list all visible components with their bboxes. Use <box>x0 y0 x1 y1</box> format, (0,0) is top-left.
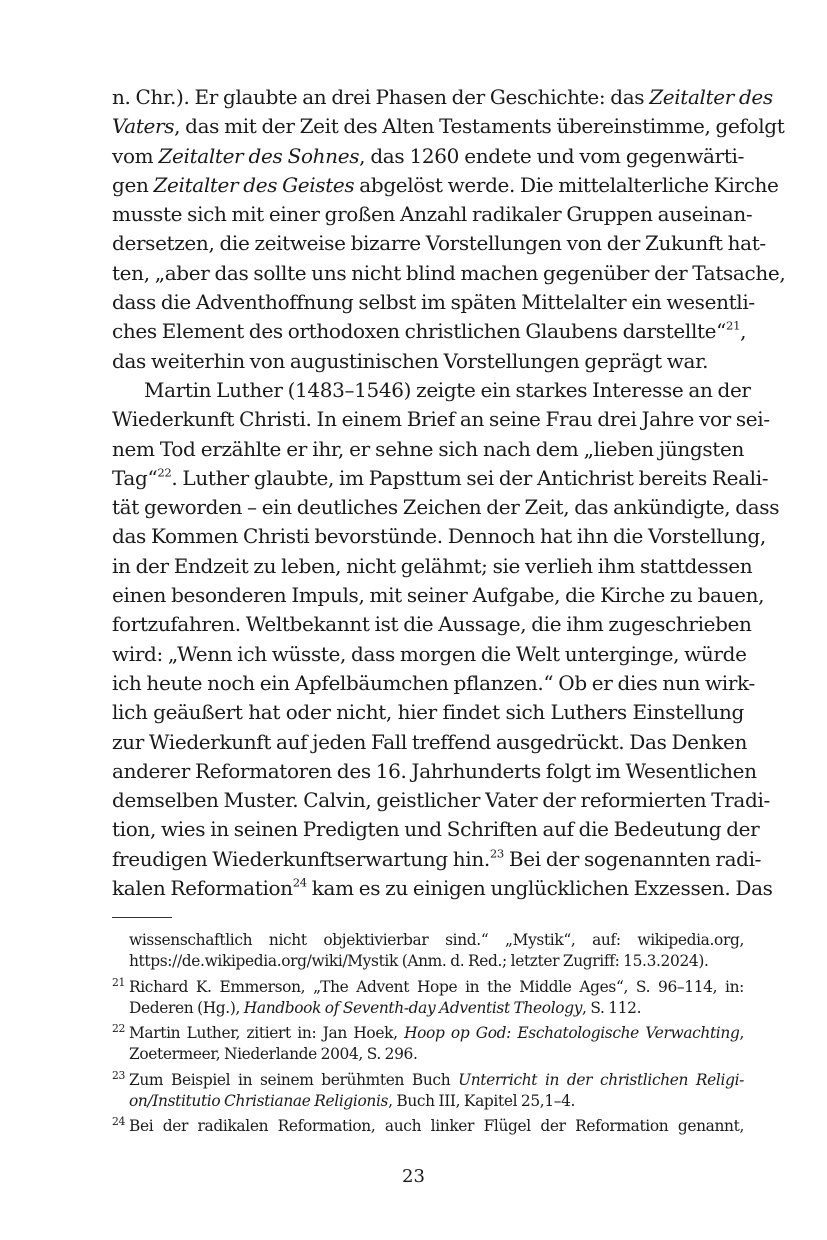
text-line <box>112 493 780 522</box>
text-run: kalen Reformation <box>112 876 293 901</box>
italic-run: Handbook of Seventh-day Adventist Theology <box>243 998 583 1017</box>
text-line <box>112 815 760 844</box>
footnote <box>112 930 744 973</box>
text-line <box>112 728 747 757</box>
text-run: abgelöst werde. Die mittelalterliche Kirche <box>354 172 779 197</box>
text-line <box>112 288 755 317</box>
text-run: Richard K. Emmerson, „The Advent Hope in the Middle Ages“, S. 96–114, in: <box>129 977 744 996</box>
footnote-separator <box>112 917 172 918</box>
footnote-number-text: 21 <box>112 975 125 989</box>
text-line <box>112 229 766 258</box>
footnote-reference: 24 <box>292 875 307 890</box>
text-run: Martin Luther (1483–1546) zeigte ein starkes Interesse an der <box>144 377 751 402</box>
text-line <box>112 200 753 229</box>
italic-run: Vaters <box>112 114 175 139</box>
text-line <box>112 552 753 581</box>
footnote-line <box>129 998 744 1019</box>
text-line <box>112 405 770 434</box>
text-run: Bei der sogenannten radi- <box>503 846 762 871</box>
footnote-line <box>112 975 744 998</box>
text-line <box>112 610 752 639</box>
text-line <box>112 640 747 669</box>
text-run: n. Chr.). Er glaubte an drei Phasen der Geschichte: das <box>112 85 650 109</box>
footnote-line <box>129 1044 744 1065</box>
text-run: , das mit der Zeit des Alten Testaments übereinstimme, gefolgt <box>174 114 785 139</box>
text-run: kam es zu einigen unglücklichen Exzessen. Das <box>306 876 773 901</box>
text-line <box>112 845 762 874</box>
footnote-number <box>112 1116 129 1137</box>
text-run: freudigen Wiederkunftserwartung hin. <box>112 846 490 871</box>
text-run: das weiterhin von augustinischen Vorstellungen geprägt war. <box>112 348 709 373</box>
text-line <box>112 317 747 346</box>
footnotes <box>112 930 744 1138</box>
text-line <box>112 874 773 903</box>
text-run: ches Element des orthodoxen christlichen Glaubens darstellte“ <box>112 319 727 344</box>
footnote-reference: 23 <box>489 846 504 861</box>
text-run: in der Endzeit zu leben, nicht gelähmt; sie verlieh ihm stattdessen <box>112 553 753 578</box>
footnote-reference: 21 <box>726 319 741 334</box>
text-run: , <box>740 319 747 344</box>
italic-run: Hoop op God: Eschatologische Verwachting <box>404 1024 740 1043</box>
text-run: lich geäußert hat oder nicht, hier findet sich Luthers Einstellung <box>112 700 744 725</box>
text-line <box>112 698 744 727</box>
footnote-line <box>129 951 744 972</box>
text-line <box>112 376 751 405</box>
text-line <box>112 581 765 610</box>
text-run: , Buch III, Kapitel 25,1–4. <box>388 1092 576 1111</box>
text-run: ten, „aber das sollte uns nicht blind machen gegenüber der Tatsache, <box>112 260 786 285</box>
text-run: tion, wies in seinen Predigten und Schriften auf die Bedeutung der <box>112 817 760 842</box>
text-run: zur Wiederkunft auf jeden Fall treffend ausgedrückt. Das Denken <box>112 729 747 754</box>
footnote-reference: 22 <box>157 465 172 480</box>
text-line <box>112 171 779 200</box>
footnote-line <box>112 1022 744 1044</box>
page-number: 23 <box>402 1166 425 1187</box>
text-line <box>112 464 769 493</box>
text-line <box>112 142 744 171</box>
text-run: Tag“ <box>112 465 158 490</box>
text-run: musste sich mit einer großen Anzahl radikaler Gruppen auseinan- <box>112 202 753 227</box>
text-line <box>112 669 755 698</box>
text-run: dass die Adventhoffnung selbst im späten Mittelalter ein wesentli- <box>112 290 755 315</box>
text-run: , das 1260 endete und vom gegenwärti- <box>359 143 744 168</box>
italic-run: Zeitalter des Sohnes <box>158 143 360 168</box>
italic-run: Zeitalter des Geistes <box>153 172 355 197</box>
text-line <box>112 347 744 376</box>
text-line <box>112 112 785 141</box>
text-run: wird: „Wenn ich wüsste, dass morgen die Welt unterginge, würde <box>112 641 747 666</box>
footnote-number-text: 24 <box>112 1115 125 1129</box>
text-run: vom <box>112 143 159 168</box>
italic-run: Unterricht in der christlichen Religi- <box>458 1070 744 1089</box>
italic-run: on/Institutio Christianae Religionis <box>129 1092 389 1111</box>
footnote <box>112 1070 744 1113</box>
text-run: dersetzen, die zeitweise bizarre Vorstellungen von der Zukunft hat- <box>112 231 766 256</box>
text-run: tät geworden – ein deutliches Zeichen der Zeit, das ankündigte, dass <box>112 495 780 520</box>
text-line <box>112 259 786 288</box>
text-run: . Luther glaubte, im Papsttum sei der Antichrist bereits Reali- <box>171 465 769 490</box>
text-run: Zoetermeer, Niederlande 2004, S. 296. <box>129 1045 418 1064</box>
footnote-line <box>129 1091 744 1112</box>
text-run: demselben Muster. Calvin, geistlicher Vater der reformierten Tradi- <box>112 788 770 813</box>
footnote-number-text: 22 <box>112 1022 125 1036</box>
text-run: Dederen (Hg.), <box>129 998 244 1017</box>
footnote-number <box>112 1070 129 1091</box>
footnote-number <box>112 977 129 998</box>
text-run: anderer Reformatoren des 16. Jahrhunderts folgt im Wesentlichen <box>112 758 757 783</box>
text-run: Bei der radikalen Reformation, auch linker Flügel der Reformation genannt, <box>129 1117 744 1136</box>
text-line <box>112 435 744 464</box>
footnote-line <box>112 1068 744 1091</box>
text-run: fortzufahren. Weltbekannt ist die Aussage, die ihm zugeschrieben <box>112 612 752 637</box>
text-line <box>112 522 766 551</box>
footnote-line <box>129 930 744 951</box>
text-run: ich heute noch ein Apfelbäumchen pflanzen.“ Ob er dies nun wirk- <box>112 670 755 695</box>
text-run: nem Tod erzählte er ihr, er sehne sich nach dem „lieben jüngsten <box>112 436 744 461</box>
text-run: https://de.wikipedia.org/wiki/Mystik (Anm. d. Red.; letzter Zugriff: 15.3.2024). <box>129 952 709 971</box>
text-run: , <box>739 1024 744 1043</box>
text-run: wissenschaftlich nicht objektivierbar sind.“ „Mystik“, auf: wikipedia.org, <box>129 931 744 949</box>
footnote <box>112 977 744 1020</box>
text-run: einen besonderen Impuls, mit seiner Aufgabe, die Kirche zu bauen, <box>112 583 765 608</box>
text-run: das Kommen Christi bevorstünde. Dennoch hat ihn die Vorstellung, <box>112 524 766 549</box>
text-run: , S. 112. <box>582 998 642 1017</box>
footnote-number-text: 23 <box>112 1068 125 1082</box>
footnote-line <box>112 1115 744 1137</box>
text-line <box>112 786 770 815</box>
italic-run: Zeitalter des <box>649 85 773 109</box>
text-run: Wiederkunft Christi. In einem Brief an seine Frau drei Jahre vor sei- <box>112 407 770 432</box>
footnote <box>112 1023 744 1066</box>
text-line <box>112 83 773 112</box>
body-text <box>112 83 786 903</box>
text-line <box>112 757 757 786</box>
text-run: Zum Beispiel in seinem berühmten Buch <box>129 1070 459 1089</box>
text-run: Martin Luther, zitiert in: Jan Hoek, <box>129 1024 405 1043</box>
footnote-number <box>112 1023 129 1044</box>
footnote <box>112 1116 744 1137</box>
text-run: gen <box>112 172 154 197</box>
